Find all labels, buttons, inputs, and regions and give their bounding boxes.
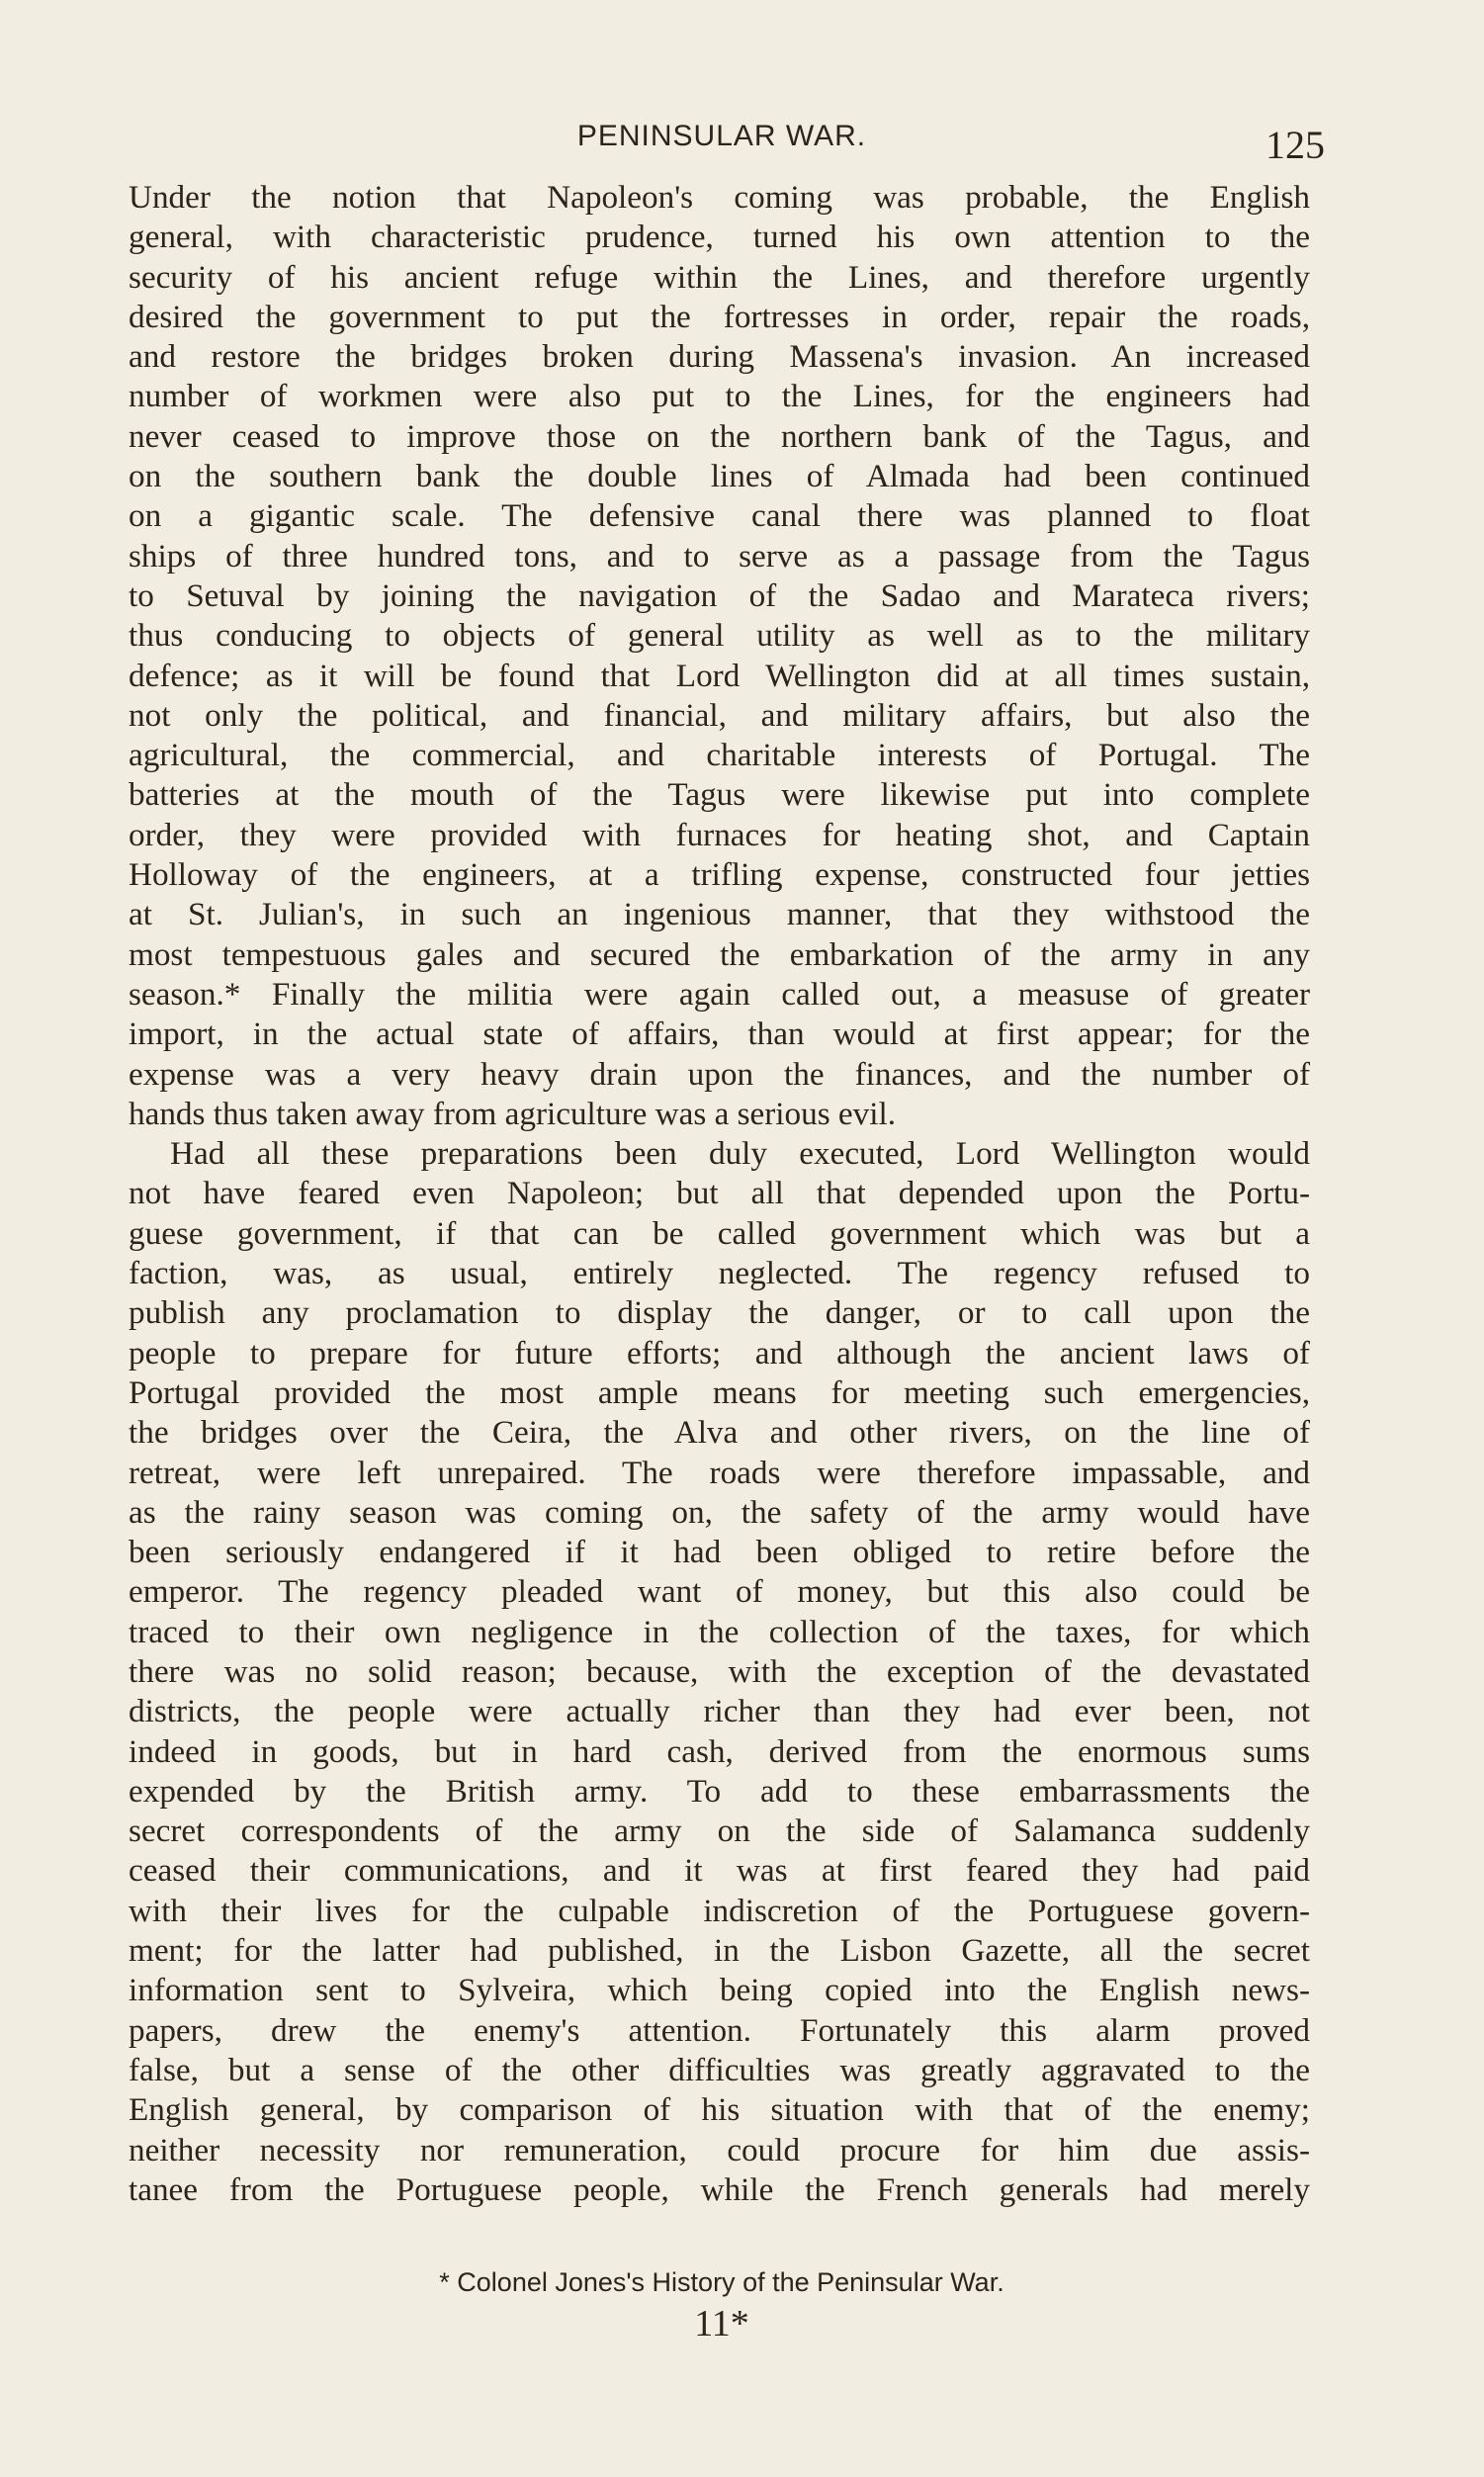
text-line: false, but a sense of the other difficulties was greatly aggravated to the bbox=[129, 2051, 1310, 2088]
text-line: defence; as it will be found that Lord Wellington did at all times sustain, bbox=[129, 657, 1310, 694]
text-line: expense was a very heavy drain upon the finances, and the number of bbox=[129, 1055, 1310, 1093]
text-line: hands thus taken away from agriculture was a serious evil. bbox=[129, 1095, 896, 1132]
text-line: guese government, if that can be called government which was but a bbox=[129, 1214, 1310, 1252]
text-line: on a gigantic scale. The defensive canal there was planned to float bbox=[129, 497, 1310, 535]
text-line: thus conducing to objects of general utility as well as to the military bbox=[129, 617, 1310, 655]
text-line: with their lives for the culpable indiscretion of the Portuguese govern- bbox=[129, 1892, 1310, 1929]
page-number: 125 bbox=[1266, 123, 1325, 167]
text-line: at St. Julian's, in such an ingenious manner, that they withstood the bbox=[129, 896, 1310, 933]
text-line: emperor. The regency pleaded want of money, but this also could be bbox=[129, 1573, 1310, 1611]
text-line: been seriously endangered if it had been obliged to retire before the bbox=[129, 1534, 1310, 1571]
running-title: PENINSULAR WAR. bbox=[576, 120, 867, 152]
text-line: as the rainy season was coming on, the safety of the army would have bbox=[129, 1493, 1310, 1531]
text-line: indeed in goods, but in hard cash, derived from the enormous sums bbox=[129, 1732, 1310, 1770]
text-line: English general, by comparison of his situation with that of the enemy; bbox=[129, 2091, 1310, 2129]
text-line: never ceased to improve those on the northern bank of the Tagus, and bbox=[129, 417, 1310, 455]
text-line: desired the government to put the fortresses in order, repair the roads, bbox=[129, 298, 1310, 335]
text-line: agricultural, the commercial, and charitable interests of Portugal. The bbox=[129, 737, 1310, 774]
text-line: Under the notion that Napoleon's coming was probable, the English bbox=[129, 179, 1310, 216]
text-line: retreat, were left unrepaired. The roads were therefore impassable, and bbox=[129, 1454, 1310, 1491]
text-line: season.* Finally the militia were again called out, a measuse of greater bbox=[129, 975, 1310, 1013]
text-line: the bridges over the Ceira, the Alva and other rivers, on the line of bbox=[129, 1414, 1310, 1452]
text-line: tanee from the Portuguese people, while the French generals had merely bbox=[129, 2170, 1310, 2208]
text-line: Holloway of the engineers, at a trifling expense, constructed four jetties bbox=[129, 856, 1310, 894]
text-line: most tempestuous gales and secured the embarkation of the army in any bbox=[129, 935, 1310, 973]
text-line: districts, the people were actually richer than they had ever been, not bbox=[129, 1693, 1310, 1730]
page-header bbox=[129, 114, 1325, 173]
text-line: expended by the British army. To add to these embarrassments the bbox=[129, 1772, 1310, 1810]
text-line: ships of three hundred tons, and to serve as a passage from the Tagus bbox=[129, 537, 1310, 575]
text-line: not have feared even Napoleon; but all that depended upon the Portu- bbox=[129, 1175, 1310, 1212]
text-line: order, they were provided with furnaces for heating shot, and Captain bbox=[129, 816, 1310, 853]
text-line: Had all these preparations been duly executed, Lord Wellington would bbox=[170, 1135, 1310, 1173]
text-line: faction, was, as usual, entirely neglected. The regency refused to bbox=[129, 1255, 1310, 1292]
text-line: to Setuval by joining the navigation of the Sadao and Marateca rivers; bbox=[129, 576, 1310, 614]
text-line: there was no solid reason; because, with the exception of the devastated bbox=[129, 1652, 1310, 1690]
text-line: people to prepare for future efforts; and although the ancient laws of bbox=[129, 1334, 1310, 1371]
text-line: general, with characteristic prudence, turned his own attention to the bbox=[129, 219, 1310, 256]
text-line: security of his ancient refuge within the Lines, and therefore urgently bbox=[129, 258, 1310, 296]
text-line: number of workmen were also put to the Lines, for the engineers had bbox=[129, 378, 1310, 415]
text-line: publish any proclamation to display the danger, or to call upon the bbox=[129, 1294, 1310, 1332]
text-line: ceased their communications, and it was at first feared they had paid bbox=[129, 1852, 1310, 1890]
text-line: traced to their own negligence in the collection of the taxes, for which bbox=[129, 1613, 1310, 1650]
text-line: batteries at the mouth of the Tagus were likewise put into complete bbox=[129, 776, 1310, 814]
text-line: and restore the bridges broken during Massena's invasion. An increased bbox=[129, 338, 1310, 376]
text-line: on the southern bank the double lines of Almada had been continued bbox=[129, 458, 1310, 495]
signature-mark: 11* bbox=[694, 2303, 749, 2344]
text-line: not only the political, and financial, and military affairs, but also the bbox=[129, 696, 1310, 734]
body-text bbox=[129, 178, 1310, 2210]
text-line: ment; for the latter had published, in the Lisbon Gazette, all the secret bbox=[129, 1932, 1310, 1970]
text-line: information sent to Sylveira, which being copied into the English news- bbox=[129, 1972, 1310, 2009]
text-line: neither necessity nor remuneration, could procure for him due assis- bbox=[129, 2131, 1310, 2168]
text-line: Portugal provided the most ample means for meeting such emergencies, bbox=[129, 1373, 1310, 1411]
text-line: secret correspondents of the army on the side of Salamanca suddenly bbox=[129, 1813, 1310, 1850]
footnote: * Colonel Jones's History of the Peninsular War. bbox=[439, 2267, 1004, 2297]
text-line: import, in the actual state of affairs, than would at first appear; for the bbox=[129, 1016, 1310, 1053]
text-line: papers, drew the enemy's attention. Fortunately this alarm proved bbox=[129, 2011, 1310, 2049]
